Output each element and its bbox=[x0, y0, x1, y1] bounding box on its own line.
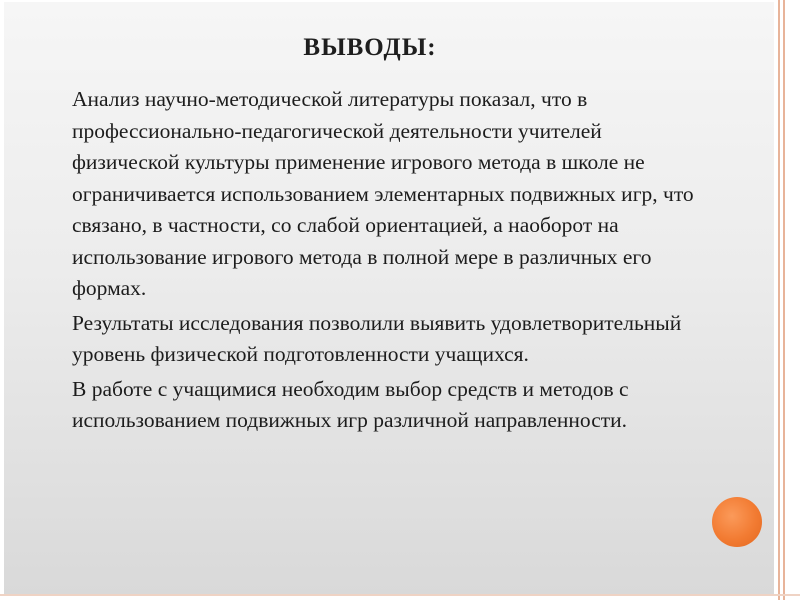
frame-line-bottom bbox=[0, 594, 800, 596]
bullet-item bbox=[42, 308, 702, 371]
bullet-text: В работе с учащимися необходим выбор средств и методов с использованием подвижных игр различной направленности. bbox=[72, 376, 629, 432]
bullet-item bbox=[42, 374, 702, 437]
frame-line-inner bbox=[783, 0, 785, 600]
slide-title: ВЫВОДЫ: bbox=[303, 34, 437, 61]
decorative-circle bbox=[712, 497, 762, 547]
frame-line-outer bbox=[778, 0, 780, 600]
bullet-text: Результаты исследования позволили выявить удовлетворительный уровень физической подготовленности учащихся. bbox=[72, 310, 682, 366]
bullet-item bbox=[42, 84, 702, 305]
bullet-list bbox=[42, 84, 702, 440]
bullet-text: Анализ научно-методической литературы показал, что в профессионально-педагогической деятельности учителей физической культуры применение игрового метода в школе не ограничивается использованием элементарных подвижных игр, что связано, в частности, со слабой ориентацией, а наоборот на использование игрового метода в полной мере в различных его формах. bbox=[72, 87, 694, 300]
